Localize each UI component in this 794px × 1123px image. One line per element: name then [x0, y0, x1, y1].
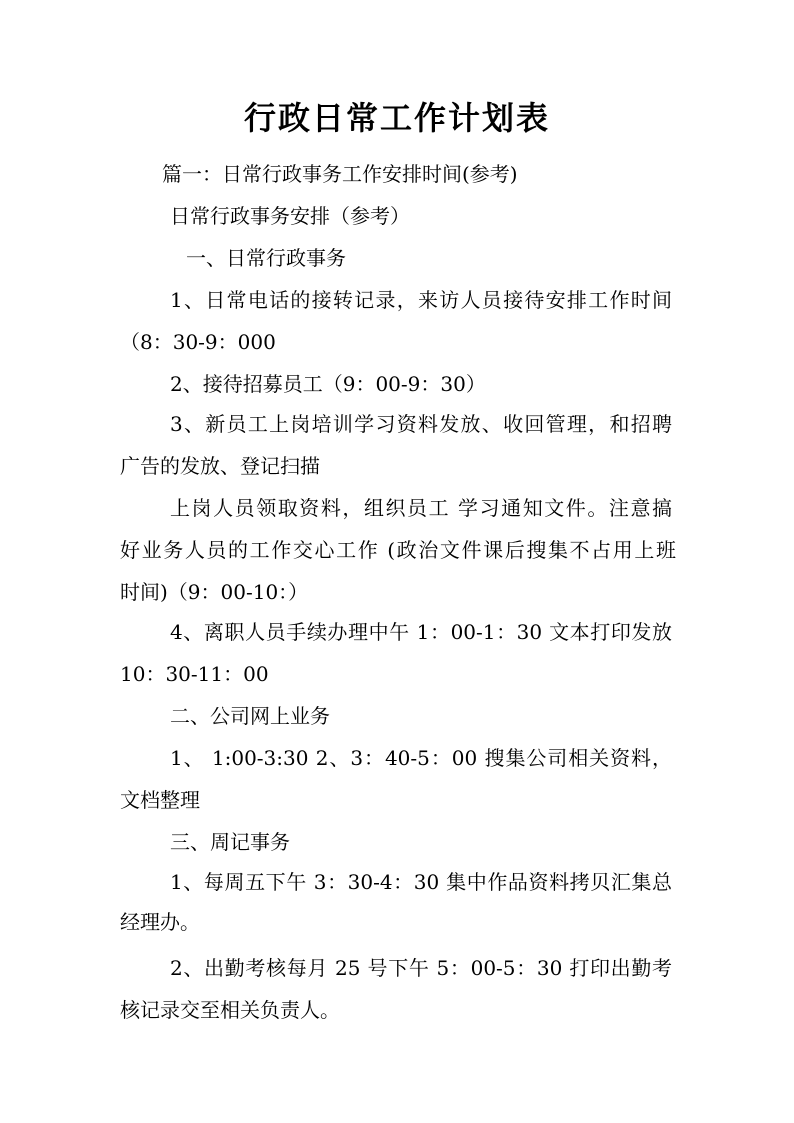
paragraph-line: （8：30-9：000 — [120, 330, 276, 354]
paragraph-line: 10：30-11：00 — [120, 662, 269, 686]
paragraph-line: 1、 1:00-3:30 2、3：40-5：00 搜集公司相关资料， — [170, 746, 672, 770]
subheading: 日常行政事务安排（参考） — [170, 204, 410, 228]
paragraph-line: 1、日常电话的接转记录，来访人员接待安排工作时间 — [170, 288, 672, 312]
paragraph-line: 文档整理 — [120, 788, 200, 812]
paragraph-line: 好业务人员的工作交心工作 (政治文件课后搜集不占用上班 — [120, 538, 676, 562]
section-heading: 三、周记事务 — [170, 830, 290, 854]
section-heading: 一、日常行政事务 — [186, 246, 346, 270]
paragraph-line: 3、新员工上岗培训学习资料发放、收回管理，和招聘 — [170, 412, 672, 436]
paragraph-line: 时间)（9：00-10：） — [120, 580, 309, 604]
paragraph-line: 4、离职人员手续办理中午 1：00-1：30 文本打印发放 — [170, 620, 672, 644]
paragraph-line: 经理办。 — [120, 910, 200, 934]
paragraph-line: 1、每周五下午 3：30-4：30 集中作品资料拷贝汇集总 — [170, 870, 672, 894]
section-heading: 二、公司网上业务 — [170, 704, 330, 728]
paragraph-line: 核记录交至相关负责人。 — [120, 998, 340, 1022]
paragraph-line: 2、接待招募员工（9：00-9：30） — [170, 372, 486, 396]
paragraph-line: 2、出勤考核每月 25 号下午 5：00-5：30 打印出勤考 — [170, 956, 672, 980]
paragraph-line: 广告的发放、登记扫描 — [120, 454, 320, 478]
paragraph-line: 上岗人员领取资料，组织员工 学习通知文件。注意搞 — [170, 496, 672, 520]
document-title: 行政日常工作计划表 — [243, 99, 550, 137]
section-heading: 篇一：日常行政事务工作安排时间(参考) — [162, 162, 518, 186]
